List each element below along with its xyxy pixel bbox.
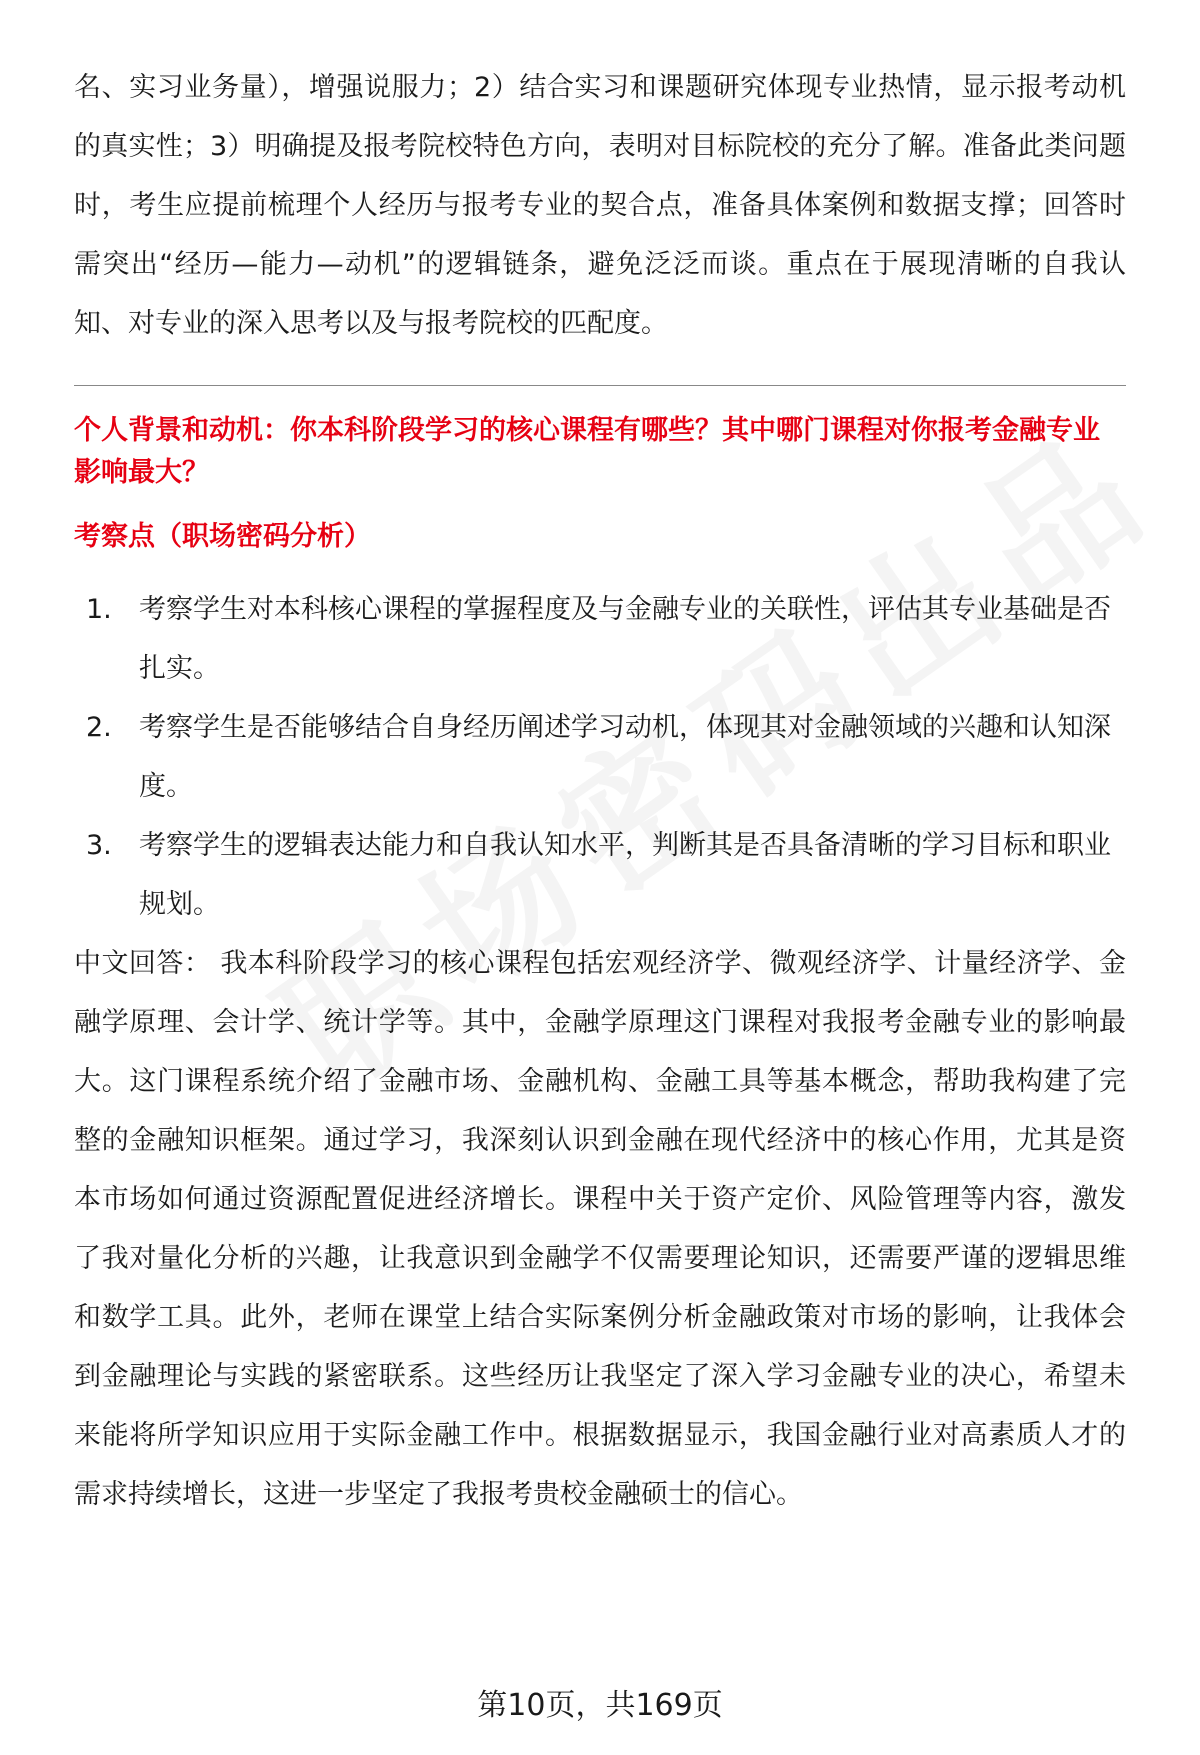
list-text: 考察学生是否能够结合自身经历阐述学习动机，体现其对金融领域的兴趣和认知深度。	[139, 712, 1111, 802]
list-item	[74, 698, 1126, 816]
page-content	[74, 58, 1126, 1524]
answer-text: 我本科阶段学习的核心课程包括宏观经济学、微观经济学、计量经济学、金融学原理、会计学、统计学等。其中，金融学原理这门课程对我报考金融专业的影响最大。这门课程系统介绍了金融市场、金融机构、金融工具等基本概念，帮助我构建了完整的金融知识框架。通过学习，我深刻认识到金融在现代经济中的核心作用，尤其是资本市场如何通过资源配置促进经济增长。课程中关于资产定价、风险管理等内容，激发了我对量化分析的兴趣，让我意识到金融学不仅需要理论知识，还需要严谨的逻辑思维和数学工具。此外，老师在课堂上结合实际案例分析金融政策对市场的影响，让我体会到金融理论与实践的紧密联系。这些经历让我坚定了深入学习金融专业的决心，希望未来能将所学知识应用于实际金融工作中。根据数据显示，我国金融行业对高素质人才的需求持续增长，这进一步坚定了我报考贵校金融硕士的信心。	[74, 948, 1127, 1510]
list-text: 考察学生对本科核心课程的掌握程度及与金融专业的关联性，评估其专业基础是否扎实。	[139, 594, 1111, 684]
page-footer: 第10页，共169页	[477, 1688, 723, 1723]
assessment-heading: 考察点（职场密码分析）	[74, 521, 371, 552]
section-divider	[74, 385, 1126, 386]
answer-paragraph	[74, 934, 1126, 1524]
answer-label: 中文回答：	[74, 948, 212, 979]
question-heading: 个人背景和动机：你本科阶段学习的核心课程有哪些？其中哪门课程对你报考金融专业影响最大？	[74, 415, 1100, 488]
list-number: 1.	[86, 594, 112, 625]
list-item	[74, 580, 1126, 698]
intro-paragraph: 名、实习业务量），增强说服力；2）结合实习和课题研究体现专业热情，显示报考动机的真实性；3）明确提及报考院校特色方向，表明对目标院校的充分了解。准备此类问题时，考生应提前梳理个人经历与报考专业的契合点，准备具体案例和数据支撑；回答时需突出“经历—能力—动机”的逻辑链条，避免泛泛而谈。重点在于展现清晰的自我认知、对专业的深入思考以及与报考院校的匹配度。	[74, 72, 1126, 339]
list-number: 2.	[86, 712, 112, 743]
assessment-list	[74, 580, 1126, 934]
list-text: 考察学生的逻辑表达能力和自我认知水平，判断其是否具备清晰的学习目标和职业规划。	[139, 830, 1111, 920]
list-number: 3.	[86, 830, 112, 861]
list-item	[74, 816, 1126, 934]
